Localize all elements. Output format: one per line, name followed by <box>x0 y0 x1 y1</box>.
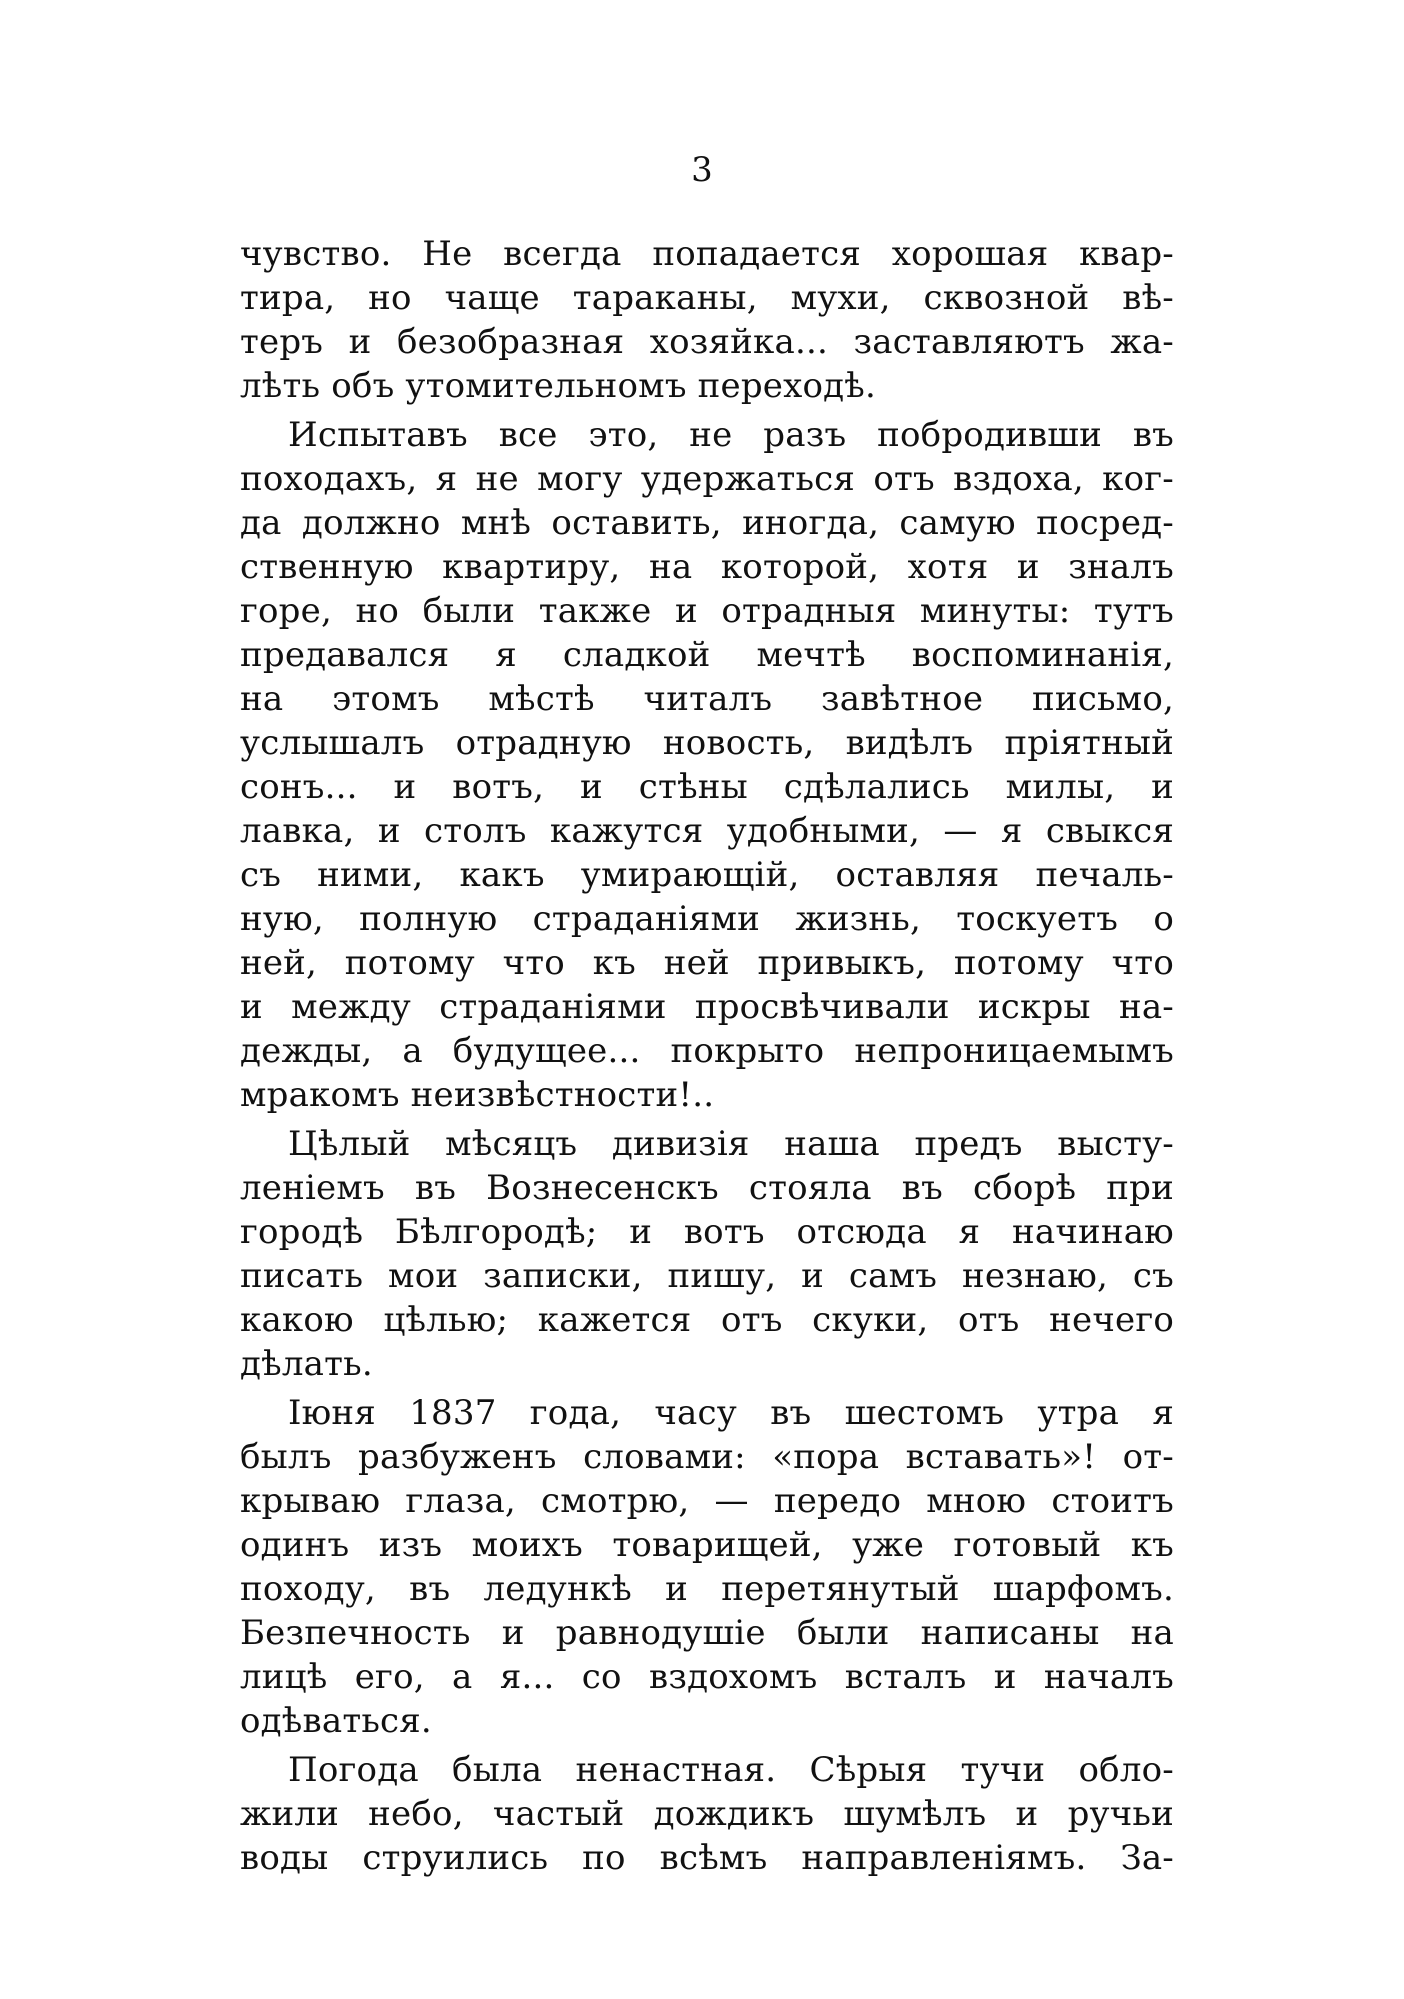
text-line: писать мои записки, пишу, и самъ незнаю, съ <box>240 1256 1174 1296</box>
text-line: одинъ изъ моихъ товарищей, уже готовый къ <box>240 1525 1174 1565</box>
text-line: ней, потому что къ ней привыкъ, потому что <box>240 943 1174 983</box>
paragraph <box>240 1748 1174 1880</box>
text-line: лицѣ его, а я... со вздохомъ всталъ и началъ <box>240 1657 1174 1697</box>
text-line: Цѣлый мѣсяцъ дивизія наша предъ высту- <box>288 1124 1174 1164</box>
text-line: на этомъ мѣстѣ читалъ завѣтное письмо, <box>240 679 1174 719</box>
paragraph <box>240 1122 1174 1386</box>
text-line: Іюня 1837 года, часу въ шестомъ утра я <box>288 1393 1174 1433</box>
text-line: дежды, а будущее... покрыто непроницаемымъ <box>240 1031 1174 1071</box>
paragraph <box>240 1391 1174 1743</box>
text-line: услышалъ отрадную новость, видѣлъ пріятный <box>240 723 1174 763</box>
text-line: тира, но чаще тараканы, мухи, сквозной вѣ- <box>240 278 1174 318</box>
text-line: походахъ, я не могу удержаться отъ вздоха, ког- <box>240 459 1174 499</box>
text-line: жили небо, частый дождикъ шумѣлъ и ручьи <box>240 1794 1174 1834</box>
text-line: мракомъ неизвѣстности!.. <box>240 1075 715 1115</box>
page-number: 3 <box>691 150 713 190</box>
body-text <box>240 232 1174 1880</box>
text-line: крываю глаза, смотрю, — передо мною стоитъ <box>240 1481 1174 1521</box>
text-line: Безпечность и равнодушіе были написаны на <box>240 1613 1174 1653</box>
text-line: лавка, и столъ кажутся удобными, — я свыкся <box>240 811 1174 851</box>
text-line: ную, полную страданіями жизнь, тоскуетъ о <box>240 899 1174 939</box>
text-line: одѣваться. <box>240 1701 432 1741</box>
text-line: ственную квартиру, на которой, хотя и зналъ <box>240 547 1174 587</box>
text-line: теръ и безобразная хозяйка... заставляютъ жа- <box>240 322 1174 362</box>
text-line: чувство. Не всегда попадается хорошая квар- <box>240 234 1174 274</box>
text-line: лѣть объ утомительномъ переходѣ. <box>240 366 877 406</box>
text-line: походу, въ ледункѣ и перетянутый шарфомъ. <box>240 1569 1174 1609</box>
text-line: Погода была ненастная. Сѣрыя тучи обло- <box>288 1750 1174 1790</box>
text-line: леніемъ въ Вознесенскъ стояла въ сборѣ при <box>240 1168 1174 1208</box>
text-line: горе, но были также и отрадныя минуты: тутъ <box>240 591 1174 631</box>
text-line: былъ разбуженъ словами: «пора вставать»! от- <box>240 1437 1174 1477</box>
text-line: городѣ Бѣлгородѣ; и вотъ отсюда я начинаю <box>240 1212 1174 1252</box>
text-line: воды струились по всѣмъ направленіямъ. За- <box>240 1838 1174 1878</box>
text-line: какою цѣлью; кажется отъ скуки, отъ нечего <box>240 1300 1174 1340</box>
text-line: сонъ... и вотъ, и стѣны сдѣлались милы, и <box>240 767 1174 807</box>
paragraph <box>240 232 1174 408</box>
text-line: предавался я сладкой мечтѣ воспоминанія, <box>240 635 1174 675</box>
text-line: и между страданіями просвѣчивали искры на- <box>240 987 1174 1027</box>
text-line: Испытавъ все это, не разъ побродивши въ <box>288 415 1174 455</box>
text-line: съ ними, какъ умирающій, оставляя печаль- <box>240 855 1174 895</box>
text-line: да должно мнѣ оставить, иногда, самую посред- <box>240 503 1174 543</box>
paragraph <box>240 413 1174 1117</box>
text-line: дѣлать. <box>240 1344 373 1384</box>
